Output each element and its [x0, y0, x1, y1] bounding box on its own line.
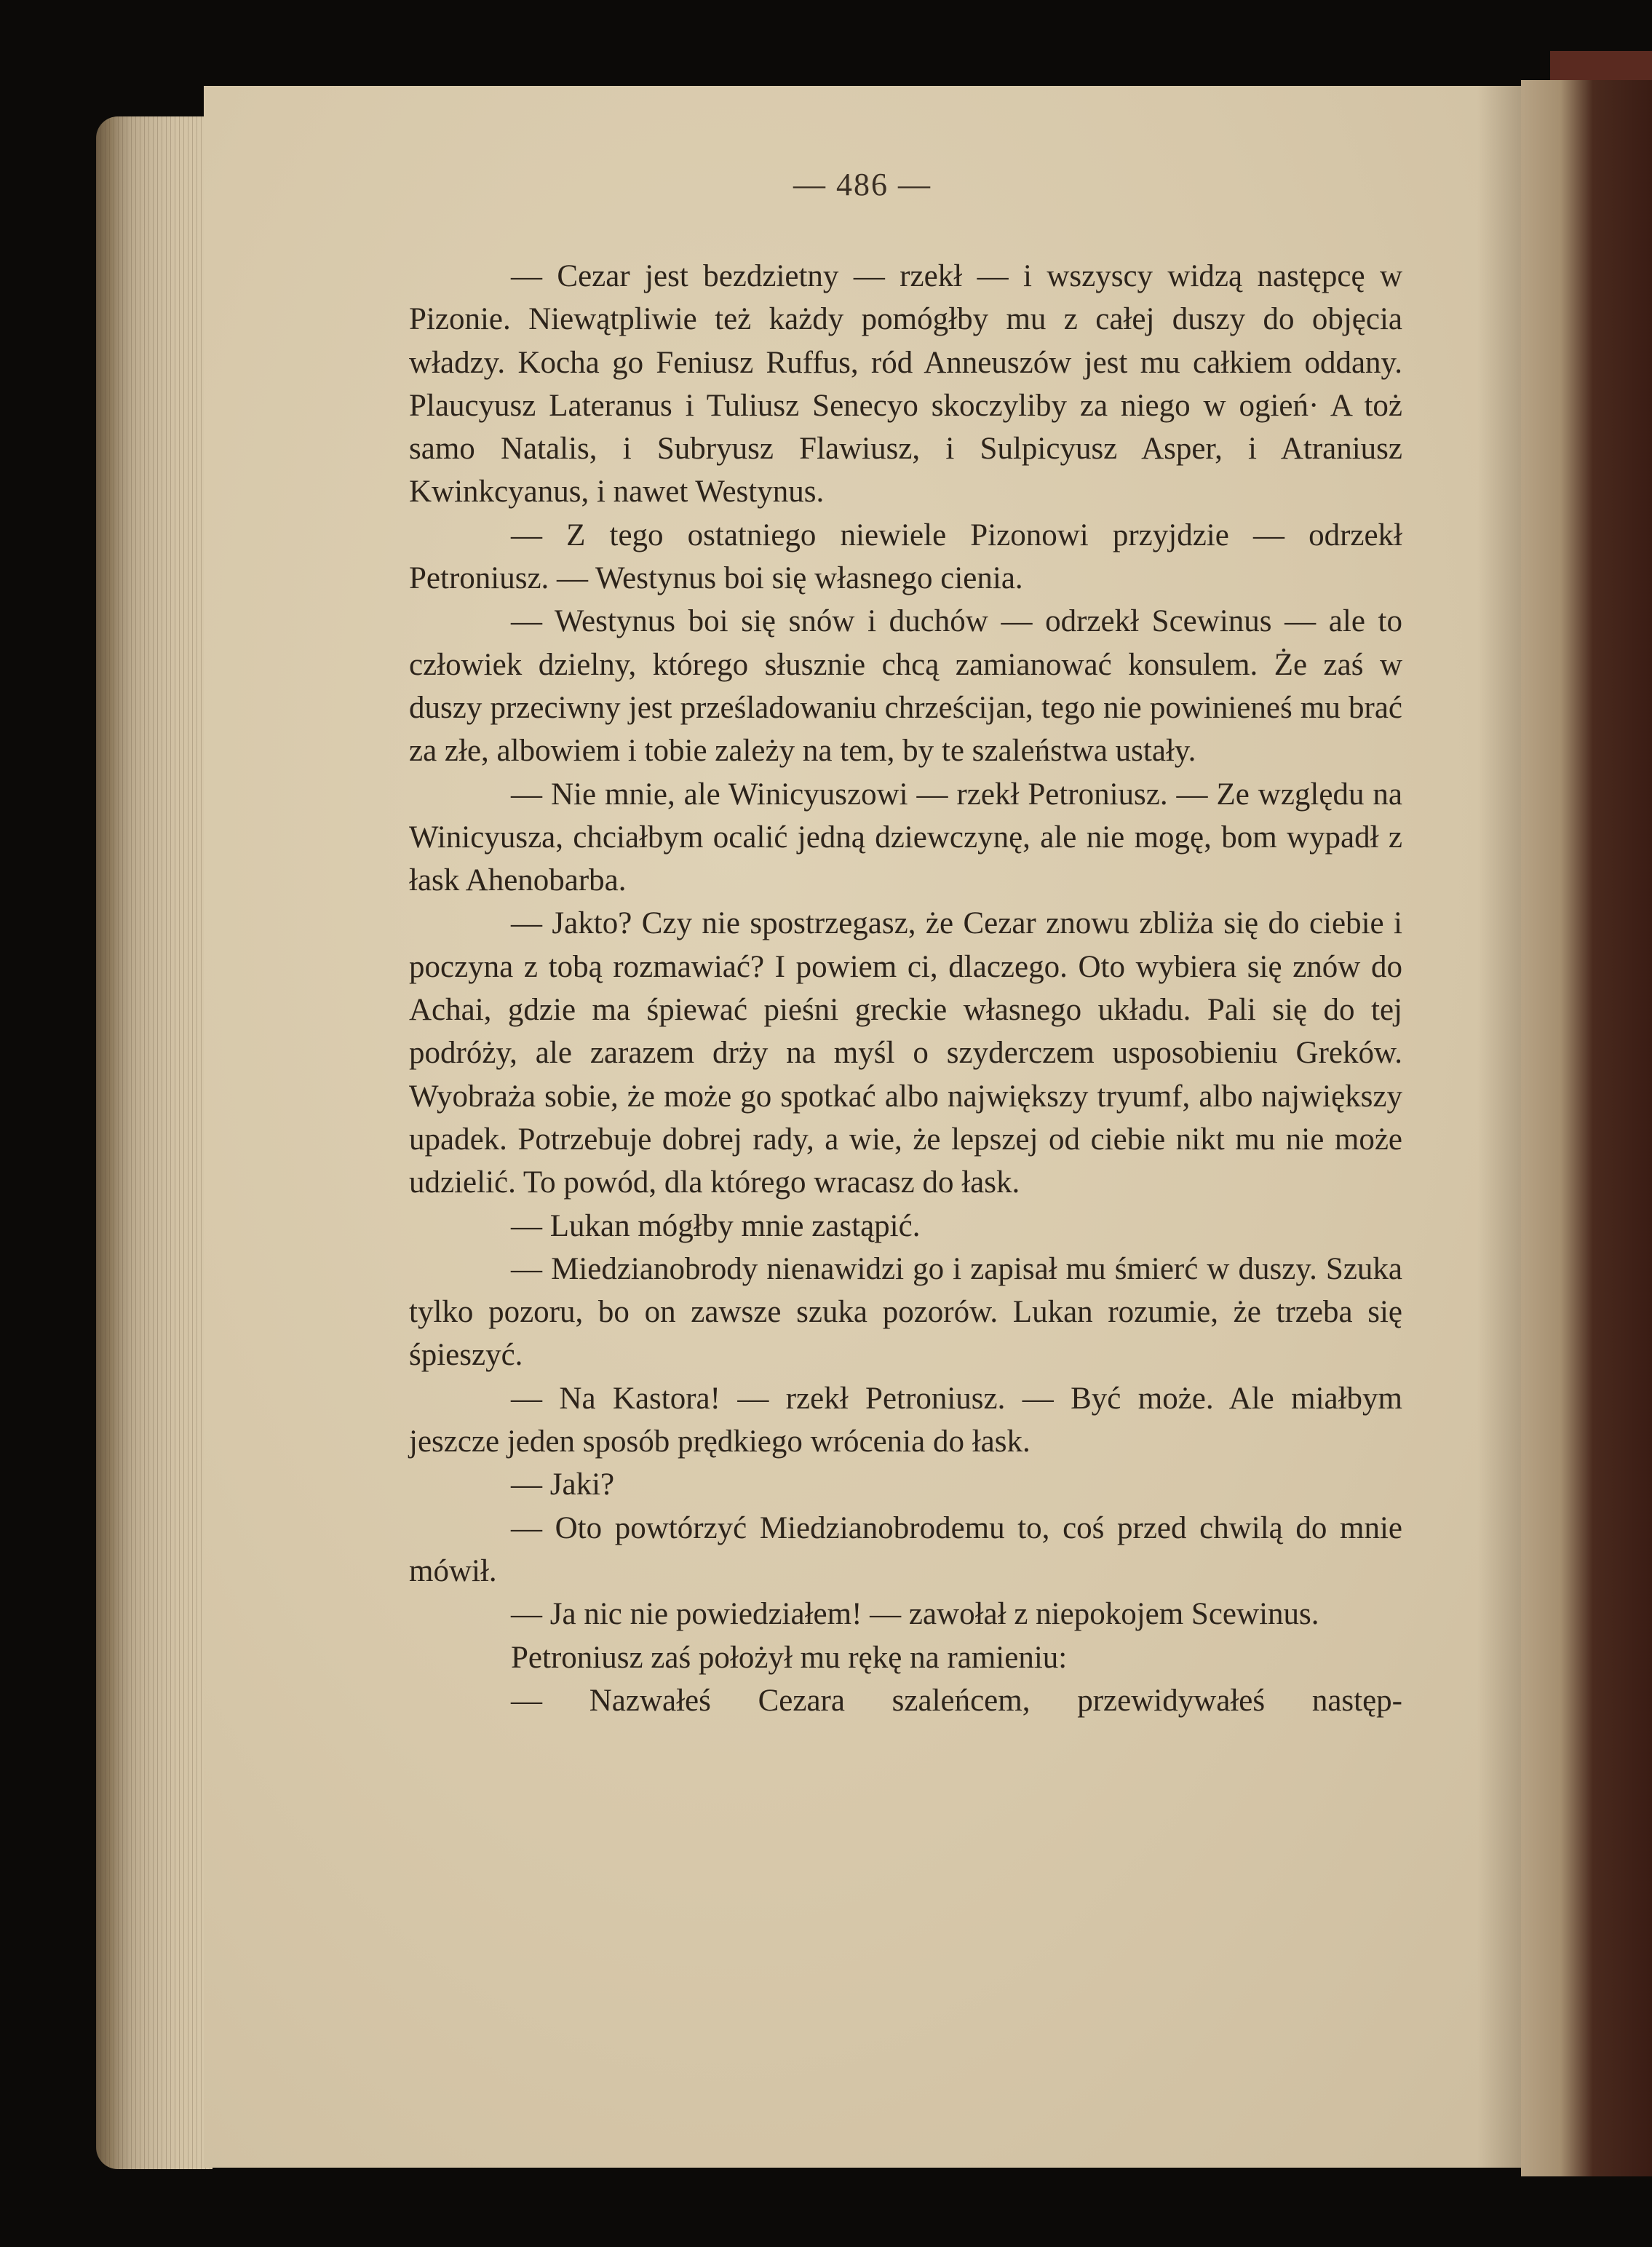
paragraph: — Westynus boi się snów i duchów — odrzekł Scewinus — ale to człowiek dzielny, którego słusznie chcą zamianować konsulem. Że zaś w duszy przeciwny jest prześladowaniu chrześcijan, tego nie powinieneś mu brać za złe, albowiem i tobie zależy na tem, by te szaleństwa ustały.: [409, 604, 1402, 769]
paragraph: — Jakto? Czy nie spostrzegasz, że Cezar znowu zbliża się do ciebie i poczyna z tobą rozmawiać? I powiem ci, dlaczego. Oto wybiera się znów do Achai, gdzie ma śpiewać pieśni greckie własnego układu. Pali się do tej podróży, ale zarazem drży na myśl o szyderczem usposobieniu Greków. Wyobraża sobie, że może go spotkać albo największy tryumf, albo największy upadek. Potrzebuje dobrej rady, a wie, że lepszej od ciebie nikt mu nie może udzielić. To powód, dla którego wracasz do łask.: [409, 906, 1402, 1200]
paragraph: — Nie mnie, ale Winicyuszowi — rzekł Petroniusz. — Ze względu na Winicyusza, chciałbym ocalić jedną dziewczynę, ale nie mogę, bom wypadł z łask Ahenobarba.: [409, 777, 1402, 898]
paragraph: — Jaki?: [511, 1467, 615, 1502]
gutter-shadow: [1477, 86, 1521, 2168]
page-number-header: — 486 —: [793, 167, 932, 202]
paragraph: — Na Kastora! — rzekł Petroniusz. — Być może. Ale miałbym jeszcze jeden sposób prędkiego wrócenia do łask.: [409, 1381, 1402, 1459]
paragraph: — Ja nic nie powiedziałem! — zawołał z niepokojem Scewinus.: [511, 1597, 1319, 1632]
paragraph: — Z tego ostatniego niewiele Pizonowi przyjdzie — odrzekł Petroniusz. — Westynus boi się własnego cienia.: [409, 518, 1402, 596]
book-cover-edge: [1521, 80, 1652, 2176]
paragraph: Petroniusz zaś położył mu rękę na ramieniu:: [511, 1640, 1068, 1675]
paragraph: — Miedzianobrody nienawidzi go i zapisał mu śmierć w duszy. Szuka tylko pozoru, bo on zawsze szuka pozorów. Lukan rozumie, że trzeba się śpieszyć.: [409, 1251, 1402, 1373]
paragraph: — Oto powtórzyć Miedzianobrodemu to, coś przed chwilą do mnie mówił.: [409, 1510, 1402, 1588]
page-text: [409, 255, 1402, 1722]
paragraph: — Lukan mógłby mnie zastąpić.: [511, 1208, 921, 1243]
paragraph: — Cezar jest bezdzietny — rzekł — i wszyscy widzą następcę w Pizonie. Niewątpliwie też każdy pomógłby mu z całej duszy do objęcia władzy. Kocha go Feniusz Ruffus, ród Anneuszów jest mu całkiem oddany. Plaucyusz Lateranus i Tuliusz Senecyo skoczyliby za niego w ogień· A toż samo Natalis, i Subryusz Flawiusz, i Sulpicyusz Asper, i Atraniusz Kwinkcyanus, i nawet Westynus.: [409, 259, 1402, 510]
paragraph: — Nazwałeś Cezara szaleńcem, przewidywałeś następ-: [511, 1683, 1402, 1718]
page-edges: [96, 116, 213, 2169]
